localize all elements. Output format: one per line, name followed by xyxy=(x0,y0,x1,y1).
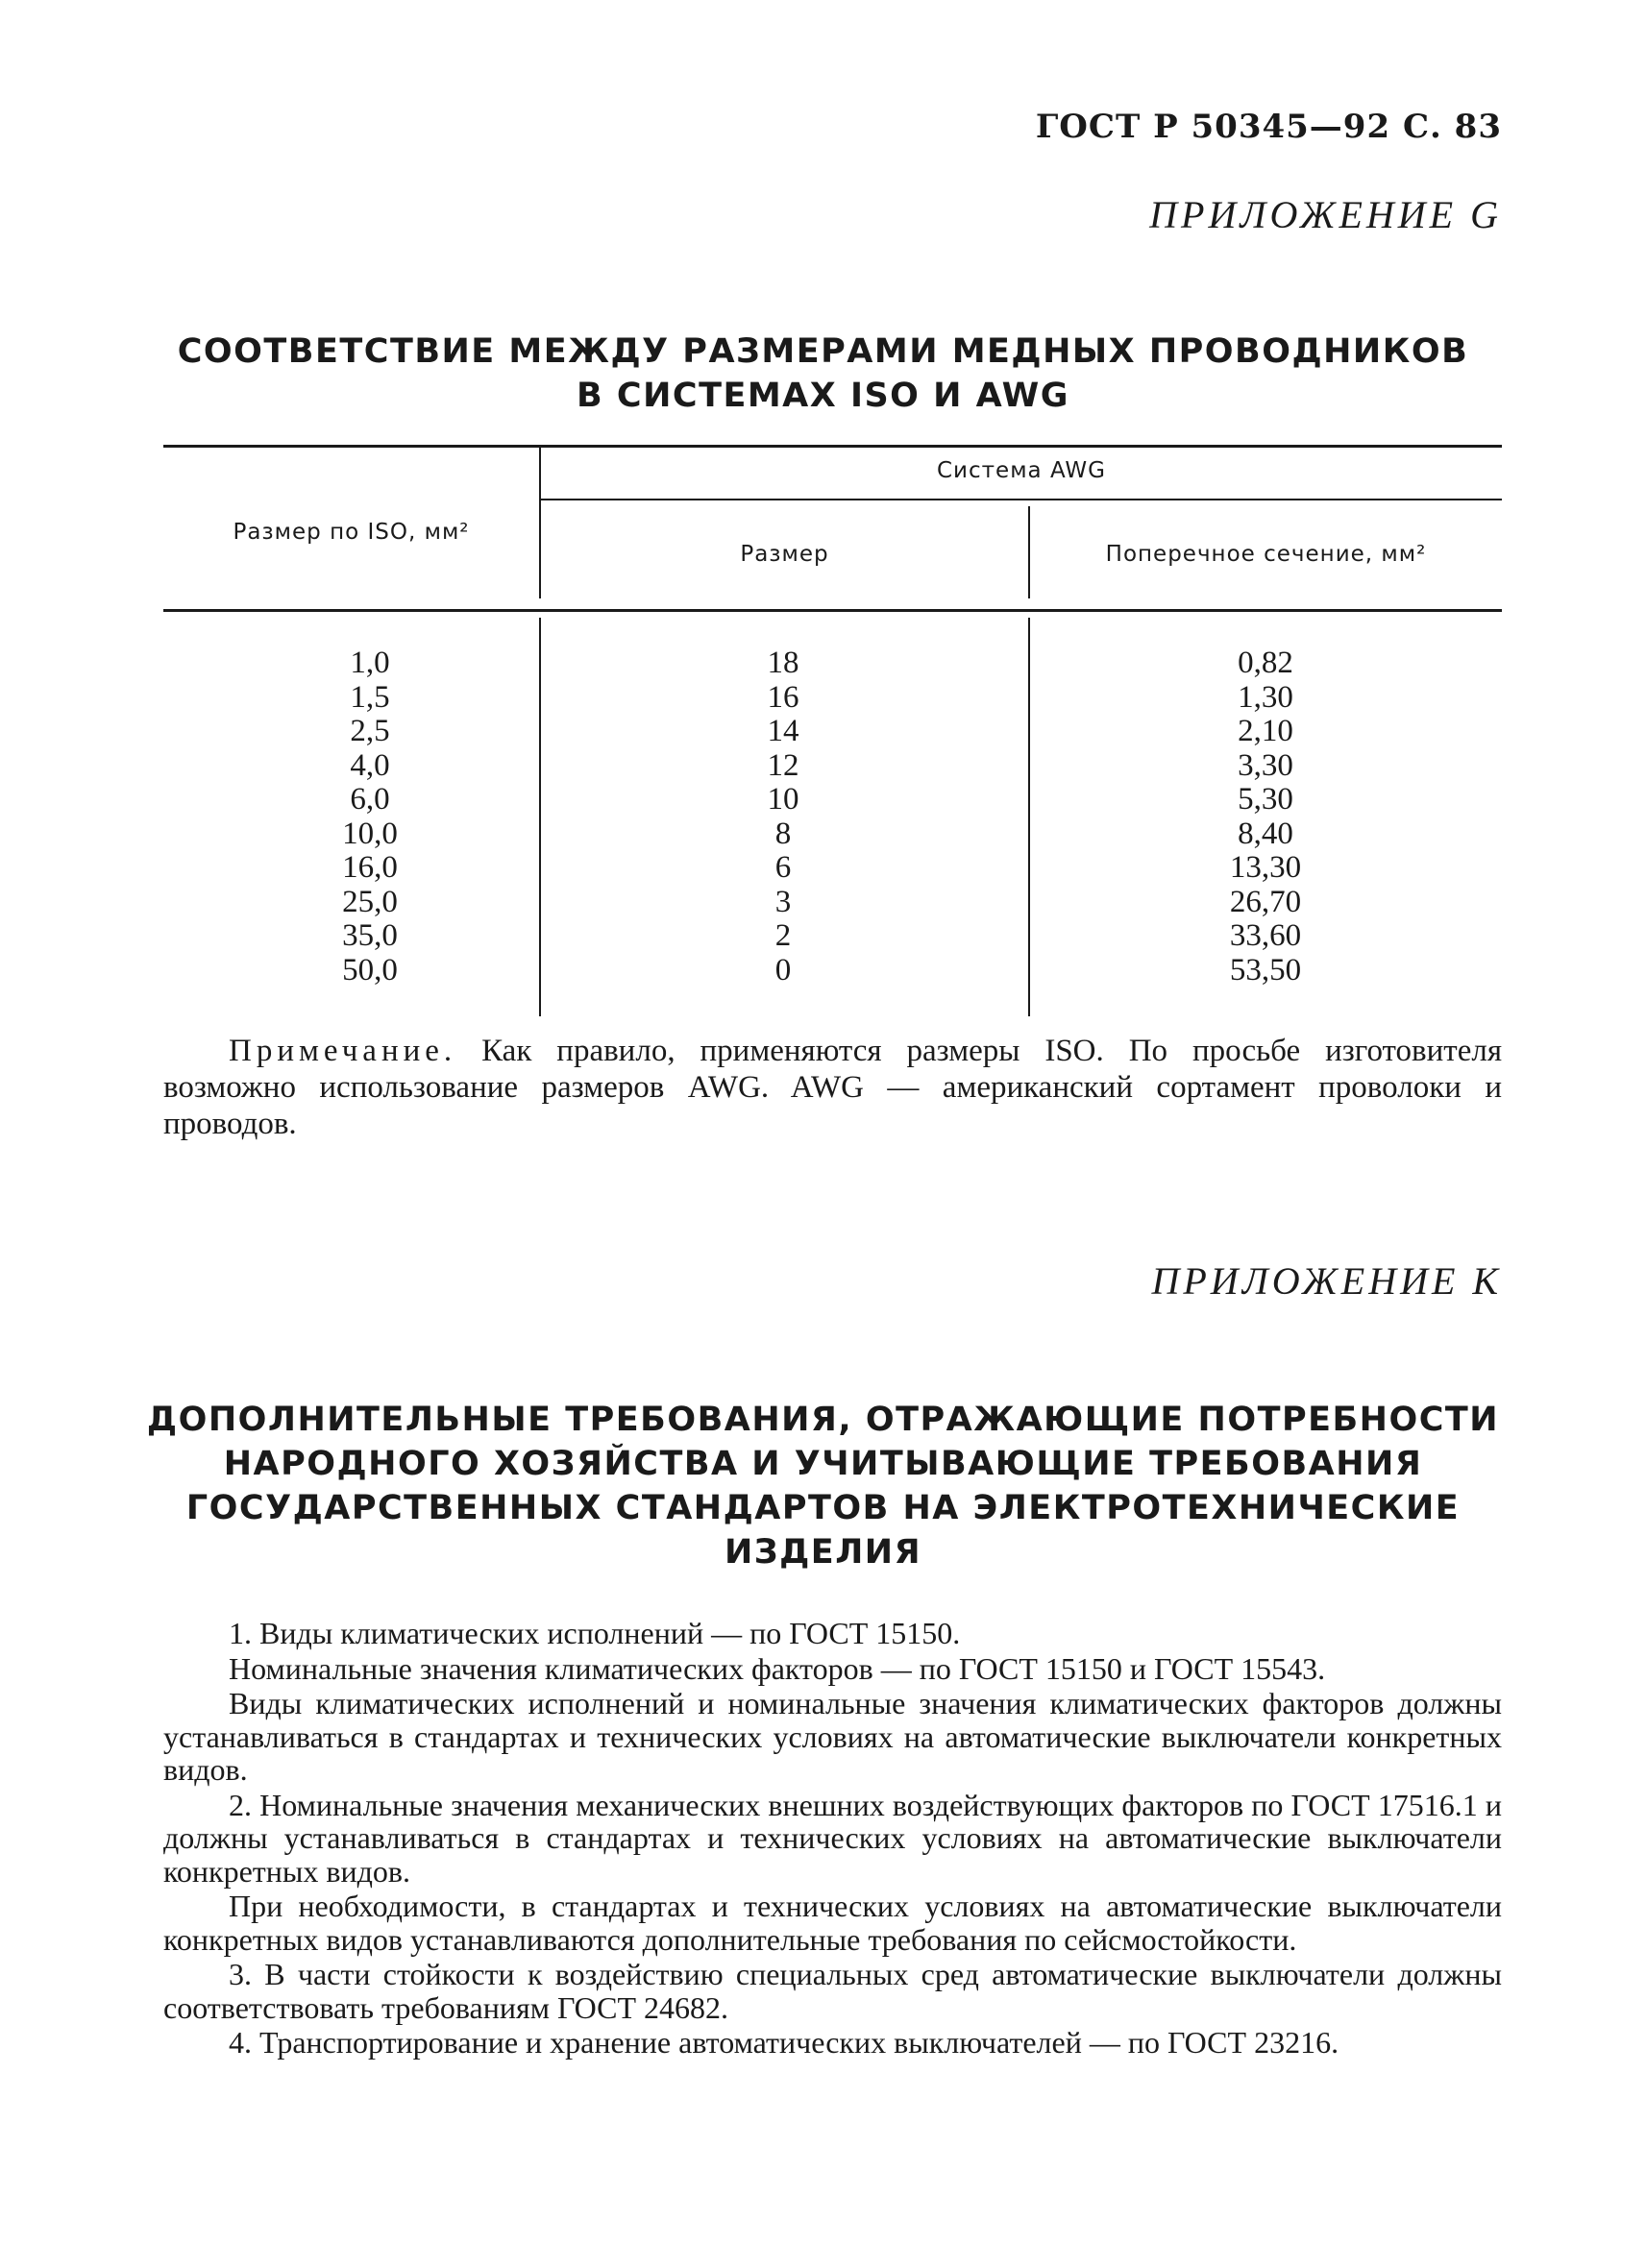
paragraph: Номинальные значения климатических факторов — по ГОСТ 15150 и ГОСТ 15543. xyxy=(229,1650,1326,1686)
paragraph: 4. Транспортирование и хранение автоматических выключателей — по ГОСТ 23216. xyxy=(229,2025,1339,2060)
iso-awg-table xyxy=(163,445,1502,1021)
table-cell-cross-section: 53,50 xyxy=(1229,952,1302,988)
table-cell-awg: 6 xyxy=(774,850,792,885)
header-iso-size: Размер по ISO, мм² xyxy=(233,520,470,545)
header-awg-cross-section: Поперечное сечение, мм² xyxy=(1105,542,1427,567)
table-cell-awg: 14 xyxy=(767,714,799,748)
annex-g-label: ПРИЛОЖЕНИЕ G xyxy=(1149,193,1502,236)
annex-k-title xyxy=(144,1398,1502,1574)
page-header: ГОСТ Р 50345—92 С. 83 xyxy=(1035,108,1502,146)
table-cell-awg: 3 xyxy=(774,884,792,919)
column-awg-size xyxy=(687,646,879,988)
table-cell-awg: 0 xyxy=(774,952,792,988)
table-cell-awg: 12 xyxy=(767,747,799,783)
table-note xyxy=(163,1033,1502,1142)
table-cell-cross-section: 0,82 xyxy=(1238,646,1293,680)
table-cell-awg: 2 xyxy=(774,918,792,953)
table-cell-iso: 6,0 xyxy=(350,782,390,817)
table-cell-awg: 10 xyxy=(767,782,799,817)
paragraph: 2. Номинальные значения механических внешних воздействующих факторов по ГОСТ 17516.1 и должны устанавливаться в стандартах и технических условиях на автоматические выключатели конкретных видов. xyxy=(163,1787,1502,1889)
table-cell-cross-section: 3,30 xyxy=(1238,747,1293,783)
annex-k-title-line-3: ГОСУДАРСТВЕННЫХ СТАНДАРТОВ НА ЭЛЕКТРОТЕХНИЧЕСКИЕ xyxy=(185,1489,1461,1527)
table-cell-iso: 50,0 xyxy=(342,952,398,988)
annex-k-title-line-4: ИЗДЕЛИЯ xyxy=(724,1533,922,1572)
table-cell-iso: 16,0 xyxy=(342,850,398,885)
table-cell-awg: 18 xyxy=(767,646,799,680)
table-top-rule xyxy=(163,445,1502,448)
col-divider-1-body xyxy=(539,618,541,1016)
table-cell-iso: 2,5 xyxy=(350,714,390,748)
header-awg-size: Размер xyxy=(740,542,829,567)
annex-k-body xyxy=(163,1617,1502,2061)
table-cell-cross-section: 26,70 xyxy=(1229,884,1302,919)
annex-g-title-line-2: В СИСТЕМАХ ISO И AWG xyxy=(577,377,1069,415)
table-cell-iso: 4,0 xyxy=(350,747,390,783)
table-cell-cross-section: 13,30 xyxy=(1229,850,1302,885)
group-header-rule xyxy=(540,499,1502,500)
annex-k-title-line-1: ДОПОЛНИТЕЛЬНЫЕ ТРЕБОВАНИЯ, ОТРАЖАЮЩИЕ ПОТРЕБНОСТИ xyxy=(146,1401,1500,1439)
note-label: Примечание. xyxy=(229,1034,457,1068)
table-cell-cross-section: 1,30 xyxy=(1238,679,1293,715)
note-text: Как правило, применяются размеры ISO. По просьбе изготовителя возможно использование размеров AWG. AWG — американский сортамент проволоки и проводов. xyxy=(163,1034,1502,1141)
annex-g-title xyxy=(144,329,1502,418)
table-cell-cross-section: 8,40 xyxy=(1238,816,1293,851)
table-cell-iso: 1,0 xyxy=(350,646,390,680)
column-awg-cross-section xyxy=(1169,646,1362,988)
header-awg-system: Система AWG xyxy=(937,458,1106,483)
table-cell-cross-section: 33,60 xyxy=(1229,918,1302,953)
table-cell-iso: 1,5 xyxy=(350,679,390,715)
paragraph: При необходимости, в стандартах и технических условиях на автоматические выключатели конкретных видов устанавливаются дополнительные требования по сейсмостойкости. xyxy=(163,1889,1502,1957)
table-cell-cross-section: 5,30 xyxy=(1238,782,1293,817)
col-divider-2-body xyxy=(1028,618,1030,1016)
annex-k-label: ПРИЛОЖЕНИЕ К xyxy=(1151,1259,1502,1303)
table-cell-awg: 16 xyxy=(767,679,799,715)
annex-k-title-line-2: НАРОДНОГО ХОЗЯЙСТВА И УЧИТЫВАЮЩИЕ ТРЕБОВАНИЯ xyxy=(223,1445,1423,1483)
paragraph: 1. Виды климатических исполнений — по ГОСТ 15150. xyxy=(229,1616,961,1650)
table-cell-iso: 25,0 xyxy=(342,884,398,919)
paragraph: 3. В части стойкости к воздействию специальных сред автоматические выключатели должны соответствовать требованиям ГОСТ 24682. xyxy=(163,1957,1502,2025)
header-bottom-rule xyxy=(163,609,1502,612)
table-cell-cross-section: 2,10 xyxy=(1238,714,1293,748)
table-cell-awg: 8 xyxy=(774,816,792,851)
table-cell-iso: 35,0 xyxy=(342,918,398,953)
paragraph: Виды климатических исполнений и номинальные значения климатических факторов должны устанавливаться в стандартах и технических условиях на автоматические выключатели конкретных видов. xyxy=(163,1686,1502,1787)
annex-g-title-line-1: СООТВЕТСТВИЕ МЕЖДУ РАЗМЕРАМИ МЕДНЫХ ПРОВОДНИКОВ xyxy=(177,332,1469,371)
table-cell-iso: 10,0 xyxy=(342,816,398,851)
column-iso xyxy=(274,646,466,988)
